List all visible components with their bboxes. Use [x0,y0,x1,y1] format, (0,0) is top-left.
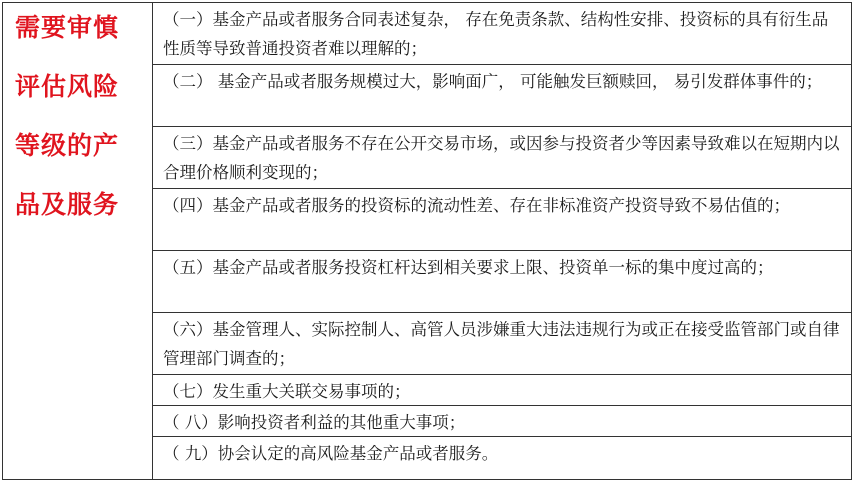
item-row-9: （ 九）协会认定的高风险基金产品或者服务。 [163,444,499,463]
item-row-5: （五）基金产品或者服务投资杠杆达到相关要求上限、投资单一标的集中度过高的； [153,251,851,313]
risk-products-table [2,2,852,480]
item-row-1: （一）基金产品或者服务合同表述复杂， 存在免责条款、结构性安排、投资标的具有衍生品性质等导致普通投资者难以理解的； [153,3,851,65]
heading-cell [3,3,153,479]
items-cell [153,3,851,479]
heading-line-1: 需要审慎 [15,13,120,42]
item-row-4: （四）基金产品或者服务的投资标的流动性差、存在非标准资产投资导致不易估值的； [153,189,851,251]
item-row-8: （ 八）影响投资者利益的其他重大事项； [153,406,851,437]
heading-line-4: 品及服务 [15,190,120,219]
item-row-2: （二） 基金产品或者服务规模过大，影响面广， 可能触发巨额赎回， 易引发群体事件的； [153,65,851,127]
item-row-7: （七）发生重大关联交易事项的； [153,375,851,406]
item-row-6: （六）基金管理人、实际控制人、高管人员涉嫌重大违法违规行为或正在接受监管部门或自律管理部门调查的； [153,313,851,375]
heading-line-3: 等级的产 [15,131,120,160]
heading-line-2: 评估风险 [15,72,120,101]
item-row-3: （三）基金产品或者服务不存在公开交易市场，或因参与投资者少等因素导致难以在短期内以合理价格顺利变现的； [153,127,851,189]
